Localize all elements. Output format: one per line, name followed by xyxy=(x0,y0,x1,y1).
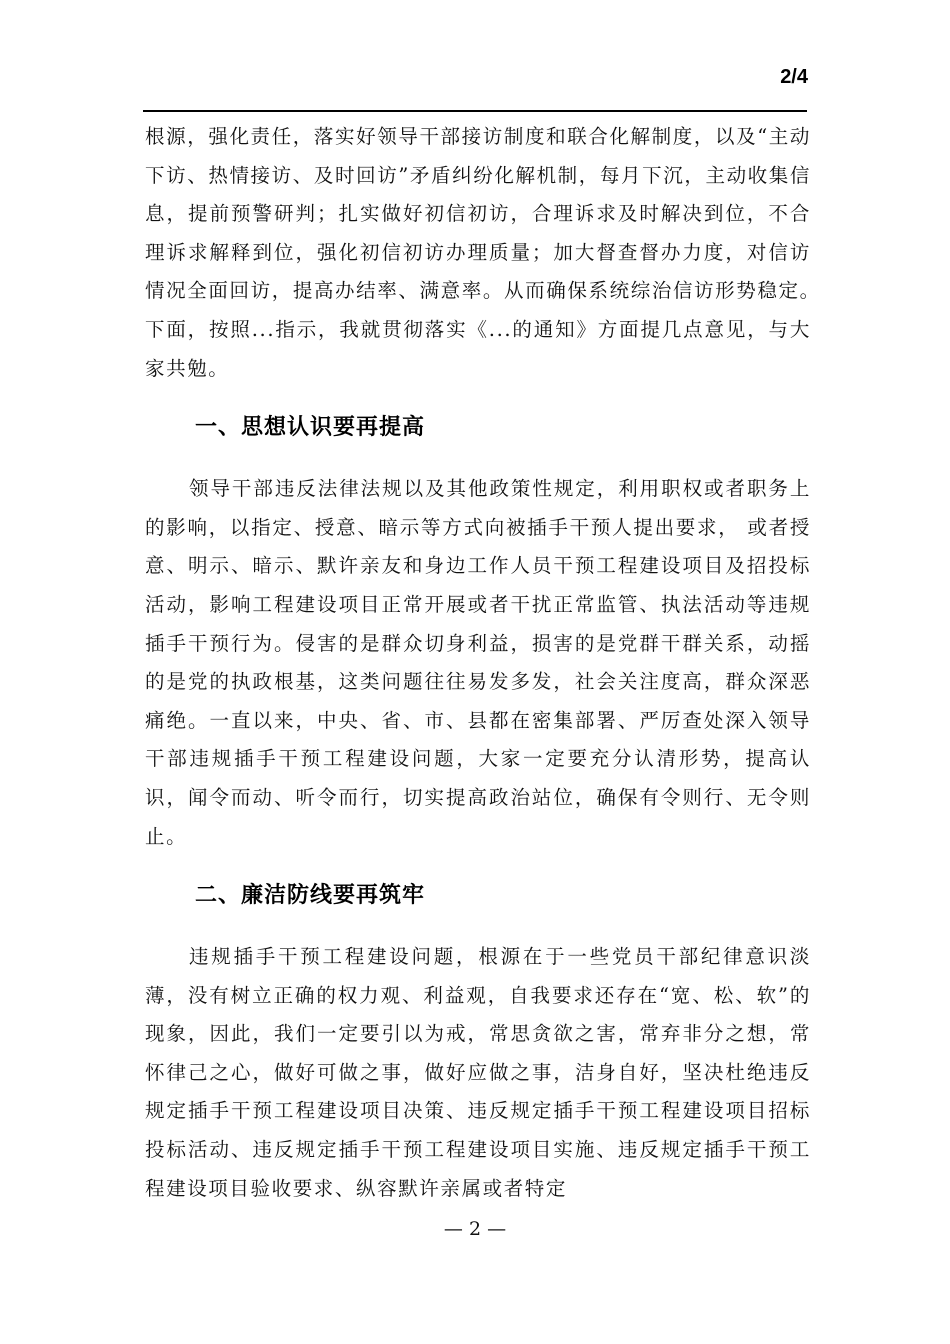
section-1-paragraph: 领导干部违反法律法规以及其他政策性规定，利用职权或者职务上的影响，以指定、授意、暗示等方式向被插手干预人提出要求， 或者授意、明示、暗示、默许亲友和身边工作人员干预工程建设项目及招投标活动，影响工程建设项目正常开展或者干扰正常监管、执法活动等违规插手干预行为。侵害的是群众切身利益，损害的是党群干群关系，动摇的是党的执政根基，这类问题往往易发多发，社会关注度高，群众深恶痛绝。一直以来，中央、省、市、县都在密集部署、严厉查处深入领导干部违规插手干预工程建设问题，大家一定要充分认清形势，提高认识，闻令而动、听令而行，切实提高政治站位，确保有令则行、无令则止。 xyxy=(145,477,811,848)
footer-page-number: — 2 — xyxy=(443,1218,507,1240)
section-2-paragraph: 违规插手干预工程建设问题，根源在于一些党员干部纪律意识淡薄，没有树立正确的权力观、利益观，自我要求还存在“宽、松、软”的现象，因此，我们一定要引以为戒，常思贪欲之害，常弃非分之想，常怀律己之心，做好可做之事，做好应做之事，洁身自好，坚决杜绝违反规定插手干预工程建设项目决策、违反规定插手干预工程建设项目招标投标活动、违反规定插手干预工程建设项目实施、违反规定插手干预工程建设项目验收要求、纵容默许亲属或者特定 xyxy=(145,945,811,1200)
section-1-heading: 一、思想认识要再提高 xyxy=(195,415,426,441)
intro-paragraph: 根源，强化责任，落实好领导干部接访制度和联合化解制度，以及“主动下访、热情接访、及时回访”矛盾纠纷化解机制，每月下沉，主动收集信息，提前预警研判；扎实做好初信初访，合理诉求及时解决到位，不合理诉求解释到位，强化初信初访办理质量；加大督查督办力度，对信访情况全面回访，提高办结率、满意率。从而确保系统综治信访形势稳定。 下面，按照...指示，我就贯彻落实《...的通知》方面提几点意见，与大家共勉。 xyxy=(145,125,833,380)
page-counter: 2/4 xyxy=(780,66,808,88)
section-2-heading: 二、廉洁防线要再筑牢 xyxy=(195,883,426,909)
document-body xyxy=(145,118,833,1208)
header-divider xyxy=(143,110,807,112)
